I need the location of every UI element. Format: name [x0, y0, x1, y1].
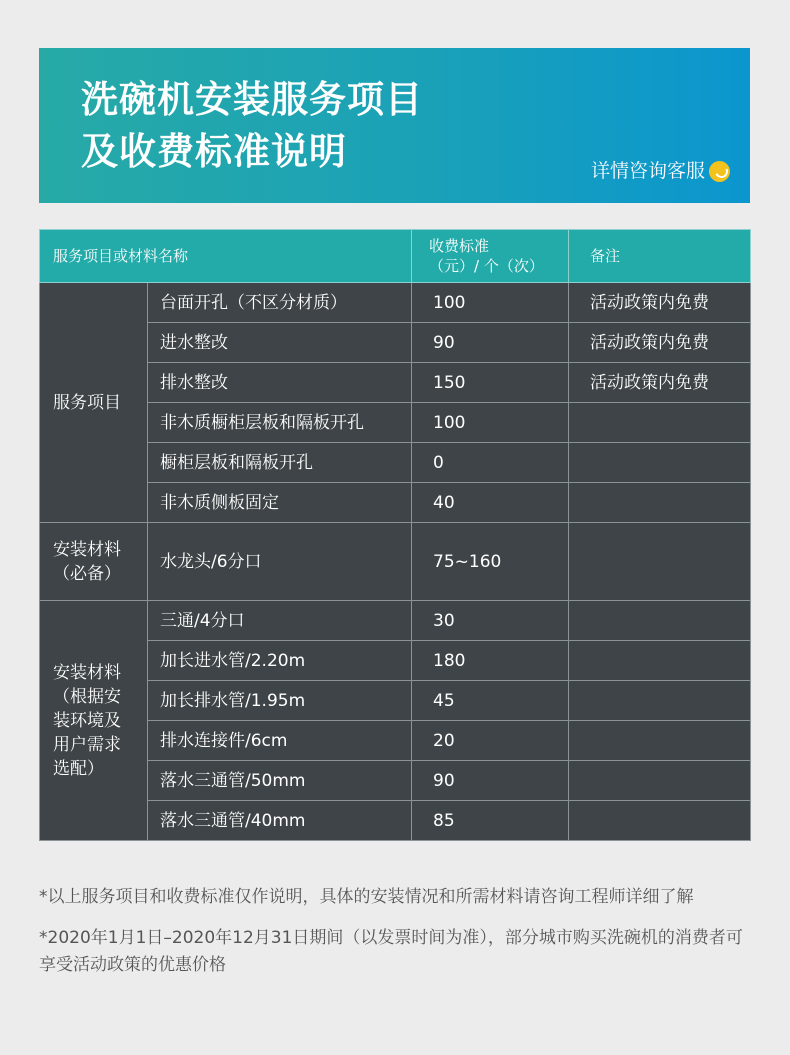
row-name: 台面开孔（不区分材质）	[148, 283, 412, 323]
table-row	[40, 283, 751, 323]
row-price: 40	[412, 483, 569, 523]
row-price: 100	[412, 403, 569, 443]
category-optional-line-2: （根据安	[53, 686, 121, 707]
row-note	[569, 681, 751, 721]
row-note	[569, 641, 751, 681]
table-row	[40, 601, 751, 641]
row-price: 75~160	[412, 523, 569, 601]
header-fee-line-2: （元）/ 个（次）	[429, 257, 544, 275]
row-note	[569, 483, 751, 523]
category-optional-line-4: 用户需求	[53, 734, 121, 755]
customer-service-link[interactable]	[591, 158, 730, 184]
row-name: 非木质侧板固定	[148, 483, 412, 523]
row-note: 活动政策内免费	[569, 283, 751, 323]
fee-table	[39, 229, 751, 841]
table-row	[40, 523, 751, 601]
category-required-material	[40, 523, 148, 601]
table-header-row	[40, 230, 751, 283]
row-price: 30	[412, 601, 569, 641]
banner	[39, 48, 750, 203]
row-name: 橱柜层板和隔板开孔	[148, 443, 412, 483]
row-price: 150	[412, 363, 569, 403]
row-note	[569, 721, 751, 761]
row-note	[569, 403, 751, 443]
row-price: 45	[412, 681, 569, 721]
row-name: 排水整改	[148, 363, 412, 403]
page-title	[81, 74, 423, 178]
row-note	[569, 443, 751, 483]
row-price: 85	[412, 801, 569, 841]
row-price: 180	[412, 641, 569, 681]
row-note	[569, 801, 751, 841]
row-name: 加长进水管/2.20m	[148, 641, 412, 681]
header-fee-line-1: 收费标准	[429, 237, 490, 255]
header-item: 服务项目或材料名称	[40, 230, 412, 283]
title-line-2: 及收费标准说明	[81, 130, 347, 173]
header-note: 备注	[569, 230, 751, 283]
row-name: 水龙头/6分口	[148, 523, 412, 601]
category-optional-material	[40, 601, 148, 841]
category-required-line-1: 安装材料	[53, 539, 121, 560]
title-line-1: 洗碗机安装服务项目	[81, 78, 423, 121]
row-name: 进水整改	[148, 323, 412, 363]
row-note: 活动政策内免费	[569, 363, 751, 403]
row-price: 90	[412, 323, 569, 363]
row-note	[569, 523, 751, 601]
row-name: 非木质橱柜层板和隔板开孔	[148, 403, 412, 443]
chat-bubble-icon[interactable]	[709, 161, 730, 182]
row-note	[569, 601, 751, 641]
footnotes	[39, 884, 754, 993]
footnote-2: *2020年1月1日–2020年12月31日期间（以发票时间为准），部分城市购买洗碗机的消费者可享受活动政策的优惠价格	[39, 928, 743, 975]
category-optional-line-1: 安装材料	[53, 662, 121, 683]
category-service: 服务项目	[40, 283, 148, 523]
row-price: 0	[412, 443, 569, 483]
row-name: 三通/4分口	[148, 601, 412, 641]
row-note: 活动政策内免费	[569, 323, 751, 363]
customer-service-label[interactable]: 详情咨询客服	[590, 160, 705, 182]
footnote-1: *以上服务项目和收费标准仅作说明，具体的安装情况和所需材料请咨询工程师详细了解	[39, 887, 694, 907]
row-name: 加长排水管/1.95m	[148, 681, 412, 721]
category-required-line-2: （必备）	[53, 563, 121, 584]
row-price: 20	[412, 721, 569, 761]
row-price: 90	[412, 761, 569, 801]
row-price: 100	[412, 283, 569, 323]
row-note	[569, 761, 751, 801]
row-name: 落水三通管/40mm	[148, 801, 412, 841]
category-optional-line-3: 装环境及	[53, 710, 121, 731]
row-name: 排水连接件/6cm	[148, 721, 412, 761]
header-fee	[412, 230, 569, 283]
category-optional-line-5: 选配）	[53, 758, 104, 779]
row-name: 落水三通管/50mm	[148, 761, 412, 801]
